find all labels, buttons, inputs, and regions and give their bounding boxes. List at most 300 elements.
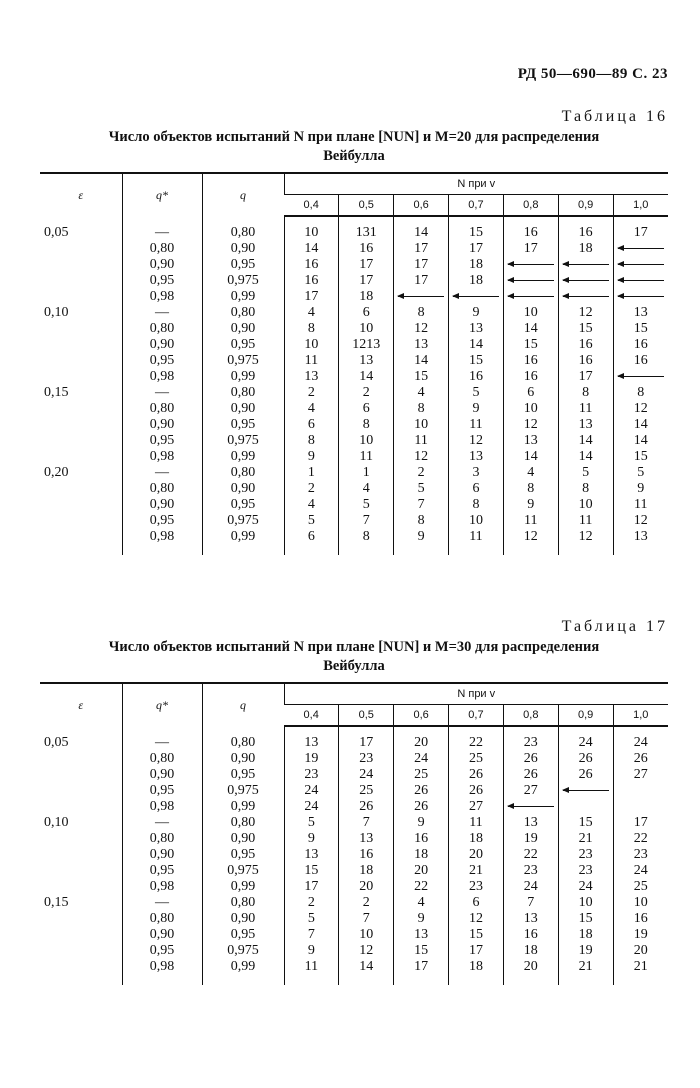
epsilon-cell: 0,10 — [44, 305, 69, 320]
epsilon-cell — [40, 417, 122, 433]
n-value-cell: 20 — [394, 726, 449, 751]
q-cell: 0,80 — [202, 895, 284, 911]
n-value-cell: 26 — [449, 767, 504, 783]
n-value-cell: 15 — [284, 863, 339, 879]
n-value-cell: 24 — [613, 726, 668, 751]
q-cell: 0,975 — [202, 783, 284, 799]
q-star-cell: 0,98 — [122, 799, 202, 815]
n-value-cell: 12 — [558, 305, 613, 321]
q-cell: 0,90 — [202, 911, 284, 927]
q-cell: 0,95 — [202, 497, 284, 513]
q-cell: 0,95 — [202, 417, 284, 433]
table-row — [40, 241, 668, 257]
spacer-cell — [558, 975, 613, 985]
n-value-cell: 17 — [449, 241, 504, 257]
arrow-left-icon — [563, 280, 609, 281]
spacer-cell — [394, 975, 449, 985]
arrow-left-icon — [613, 289, 668, 305]
arrow-left-icon — [618, 248, 664, 249]
epsilon-cell — [40, 433, 122, 449]
table-row — [40, 417, 668, 433]
n-value-cell: 17 — [284, 289, 339, 305]
q-cell: 0,99 — [202, 369, 284, 385]
spacer-cell — [449, 975, 504, 985]
n-value-cell: 8 — [394, 513, 449, 529]
n-value-cell: 14 — [339, 369, 394, 385]
table-row — [40, 767, 668, 783]
q-star-cell: 0,98 — [122, 289, 202, 305]
q-cell: 0,90 — [202, 751, 284, 767]
n-value-cell: 16 — [613, 337, 668, 353]
n-value-cell: 26 — [503, 751, 558, 767]
epsilon-cell — [40, 321, 122, 337]
epsilon-cell — [40, 847, 122, 863]
header-v-value: 0,8 — [503, 705, 558, 727]
n-value-cell: 9 — [394, 529, 449, 545]
table-row — [40, 497, 668, 513]
spacer-cell — [122, 975, 202, 985]
n-value-cell: 20 — [613, 943, 668, 959]
n-value-cell: 9 — [449, 305, 504, 321]
n-value-cell: 11 — [503, 513, 558, 529]
n-value-cell: 16 — [284, 273, 339, 289]
header-epsilon: ε — [40, 173, 122, 216]
n-value-cell: 21 — [558, 831, 613, 847]
n-value-cell: 7 — [284, 927, 339, 943]
n-value-cell: 11 — [284, 353, 339, 369]
header-v-value: 0,5 — [339, 195, 394, 217]
epsilon-cell — [40, 513, 122, 529]
epsilon-cell — [40, 831, 122, 847]
n-value-cell: 2 — [339, 895, 394, 911]
q-cell: 0,95 — [202, 847, 284, 863]
table-title-2: Вейбулла — [323, 148, 385, 164]
n-value-cell: 17 — [503, 241, 558, 257]
n-value-cell: 7 — [339, 911, 394, 927]
spacer-cell — [503, 975, 558, 985]
q-star-cell: 0,80 — [122, 241, 202, 257]
table-row — [40, 257, 668, 273]
n-value-cell: 8 — [284, 433, 339, 449]
q-star-cell: 0,80 — [122, 321, 202, 337]
arrow-left-icon — [618, 280, 664, 281]
n-value-cell: 15 — [503, 337, 558, 353]
n-value-cell: 10 — [339, 321, 394, 337]
q-star-cell: 0,98 — [122, 449, 202, 465]
n-value-cell: 25 — [613, 879, 668, 895]
n-value-cell: 7 — [394, 497, 449, 513]
n-value-cell: 17 — [339, 726, 394, 751]
q-star-cell: 0,90 — [122, 497, 202, 513]
q-star-cell: 0,95 — [122, 943, 202, 959]
n-value-cell: 23 — [558, 847, 613, 863]
n-value-cell: 18 — [558, 927, 613, 943]
q-star-cell: 0,98 — [122, 959, 202, 975]
q-cell: 0,80 — [202, 305, 284, 321]
header-v-value: 0,6 — [394, 195, 449, 217]
n-value-cell: 13 — [449, 449, 504, 465]
n-value-cell: 13 — [339, 353, 394, 369]
n-value-cell: 17 — [339, 257, 394, 273]
n-value-cell: 8 — [558, 481, 613, 497]
arrow-left-icon — [563, 264, 609, 265]
header-q: q — [202, 683, 284, 726]
n-value-cell: 13 — [503, 911, 558, 927]
n-value-cell: 12 — [339, 943, 394, 959]
n-value-cell: 10 — [339, 927, 394, 943]
n-value-cell: 11 — [449, 815, 504, 831]
q-cell: 0,95 — [202, 257, 284, 273]
spacer-cell — [40, 545, 122, 555]
q-star-cell: 0,95 — [122, 433, 202, 449]
n-value-cell: 14 — [339, 959, 394, 975]
arrow-left-icon — [508, 296, 554, 297]
q-cell: 0,99 — [202, 289, 284, 305]
n-value-cell: 12 — [503, 417, 558, 433]
spacer-cell — [339, 975, 394, 985]
arrow-left-icon — [503, 257, 558, 273]
n-value-cell: 17 — [394, 959, 449, 975]
n-value-cell: 6 — [284, 529, 339, 545]
epsilon-cell: 0,20 — [44, 465, 69, 480]
n-value-cell: 15 — [449, 927, 504, 943]
n-value-cell: 13 — [449, 321, 504, 337]
q-cell: 0,975 — [202, 433, 284, 449]
table-row — [40, 863, 668, 879]
arrow-left-icon — [613, 241, 668, 257]
arrow-left-icon — [453, 296, 499, 297]
n-value-cell: 19 — [284, 751, 339, 767]
epsilon-cell — [40, 529, 122, 545]
epsilon-cell — [40, 943, 122, 959]
epsilon-cell: 0,05 — [44, 224, 69, 240]
n-value-cell: 16 — [339, 847, 394, 863]
spacer-cell — [558, 545, 613, 555]
n-value-cell: 16 — [613, 911, 668, 927]
q-star-cell: 0,95 — [122, 273, 202, 289]
arrow-left-icon — [558, 783, 613, 799]
table-row — [40, 337, 668, 353]
q-cell: 0,975 — [202, 863, 284, 879]
q-star-cell: — — [122, 726, 202, 751]
n-value-cell: 9 — [449, 401, 504, 417]
table-row — [40, 385, 668, 401]
n-value-cell: 13 — [503, 815, 558, 831]
n-value-cell: 5 — [613, 465, 668, 481]
n-value-cell: 15 — [449, 353, 504, 369]
n-value-cell: 27 — [449, 799, 504, 815]
n-value-cell: 18 — [449, 273, 504, 289]
table-row — [40, 815, 668, 831]
n-value-cell: 25 — [449, 751, 504, 767]
epsilon-cell — [40, 289, 122, 305]
n-value-cell: 25 — [339, 783, 394, 799]
n-value-cell: 17 — [394, 273, 449, 289]
q-cell: 0,975 — [202, 353, 284, 369]
n-value-cell: 9 — [394, 911, 449, 927]
table-title: Число объектов испытаний N при плане [NUN] и M=20 для распределения — [108, 129, 600, 145]
arrow-left-icon — [503, 273, 558, 289]
n-value-cell: 14 — [449, 337, 504, 353]
n-value-cell: 6 — [449, 481, 504, 497]
spacer-cell — [394, 545, 449, 555]
n-value-cell: 14 — [394, 216, 449, 241]
arrow-left-icon — [558, 289, 613, 305]
q-cell: 0,95 — [202, 927, 284, 943]
table-17-block — [40, 618, 668, 985]
table-row — [40, 305, 668, 321]
table-row — [40, 927, 668, 943]
q-cell: 0,80 — [202, 815, 284, 831]
header-n-pri-v: N при v — [284, 683, 668, 705]
n-value-cell: 17 — [394, 257, 449, 273]
n-value-cell: 8 — [558, 385, 613, 401]
n-value-cell: 10 — [284, 337, 339, 353]
q-star-cell: — — [122, 815, 202, 831]
n-value-cell: 18 — [558, 241, 613, 257]
weibull-table-m30 — [40, 682, 668, 985]
q-star-cell: — — [122, 385, 202, 401]
n-value-cell: 17 — [613, 216, 668, 241]
n-value-cell — [613, 783, 668, 799]
n-value-cell: 15 — [613, 321, 668, 337]
n-value-cell: 24 — [503, 879, 558, 895]
table-label: Таблица 16 — [561, 108, 668, 125]
n-value-cell: 11 — [558, 401, 613, 417]
n-value-cell: 13 — [394, 927, 449, 943]
epsilon-cell — [40, 241, 122, 257]
spacer-cell — [40, 975, 122, 985]
n-value-cell: 22 — [613, 831, 668, 847]
n-value-cell: 6 — [449, 895, 504, 911]
q-cell: 0,95 — [202, 767, 284, 783]
n-value-cell: 24 — [613, 863, 668, 879]
n-value-cell: 4 — [284, 497, 339, 513]
n-value-cell: 23 — [449, 879, 504, 895]
n-value-cell: 24 — [284, 783, 339, 799]
n-value-cell: 23 — [503, 726, 558, 751]
n-value-cell: 9 — [503, 497, 558, 513]
epsilon-cell — [40, 481, 122, 497]
header-v-value: 0,4 — [284, 195, 339, 217]
q-star-cell: 0,90 — [122, 767, 202, 783]
n-value-cell: 6 — [503, 385, 558, 401]
q-cell: 0,99 — [202, 959, 284, 975]
n-value-cell: 24 — [339, 767, 394, 783]
q-star-cell: 0,95 — [122, 783, 202, 799]
n-value-cell: 17 — [449, 943, 504, 959]
table-row — [40, 433, 668, 449]
n-value-cell: 14 — [284, 241, 339, 257]
n-value-cell: 4 — [284, 305, 339, 321]
header-v-value: 0,6 — [394, 705, 449, 727]
n-value-cell: 13 — [503, 433, 558, 449]
n-value-cell: 22 — [394, 879, 449, 895]
n-value-cell: 7 — [339, 815, 394, 831]
q-cell: 0,90 — [202, 401, 284, 417]
n-value-cell: 7 — [503, 895, 558, 911]
spacer-cell — [284, 545, 339, 555]
epsilon-cell — [40, 497, 122, 513]
n-value-cell: 10 — [339, 433, 394, 449]
n-value-cell: 15 — [449, 216, 504, 241]
spacer-cell — [449, 545, 504, 555]
n-value-cell: 24 — [558, 879, 613, 895]
n-value-cell: 12 — [613, 513, 668, 529]
table-row — [40, 799, 668, 815]
n-value-cell: 6 — [284, 417, 339, 433]
n-value-cell: 11 — [449, 529, 504, 545]
n-value-cell: 8 — [339, 417, 394, 433]
table-row — [40, 783, 668, 799]
table-row — [40, 879, 668, 895]
table-title: Число объектов испытаний N при плане [NUN] и M=30 для распределения — [108, 639, 600, 655]
n-value-cell: 1 — [284, 465, 339, 481]
epsilon-cell — [40, 337, 122, 353]
q-star-cell: 0,95 — [122, 513, 202, 529]
arrow-left-icon — [508, 264, 554, 265]
n-value-cell: 4 — [394, 895, 449, 911]
n-value-cell: 18 — [339, 863, 394, 879]
n-value-cell: 4 — [284, 401, 339, 417]
n-value-cell: 21 — [558, 959, 613, 975]
table-row — [40, 465, 668, 481]
arrow-left-icon — [508, 280, 554, 281]
n-value-cell: 13 — [613, 305, 668, 321]
n-value-cell: 11 — [613, 497, 668, 513]
n-value-cell: 2 — [284, 895, 339, 911]
q-star-cell: 0,90 — [122, 257, 202, 273]
epsilon-cell — [40, 751, 122, 767]
table-row — [40, 943, 668, 959]
arrow-left-icon — [394, 289, 449, 305]
q-star-cell: — — [122, 895, 202, 911]
n-value-cell: 14 — [503, 449, 558, 465]
n-value-cell: 12 — [449, 433, 504, 449]
q-cell: 0,80 — [202, 726, 284, 751]
arrow-left-icon — [613, 369, 668, 385]
arrow-left-icon — [618, 376, 664, 377]
n-value-cell: 14 — [558, 433, 613, 449]
n-value-cell: 14 — [503, 321, 558, 337]
n-value-cell: 16 — [503, 216, 558, 241]
n-value-cell: 22 — [449, 726, 504, 751]
q-cell: 0,95 — [202, 337, 284, 353]
header-epsilon: ε — [40, 683, 122, 726]
epsilon-cell — [40, 257, 122, 273]
n-value-cell: 15 — [558, 911, 613, 927]
table-16-block — [40, 108, 668, 555]
n-value-cell: 16 — [613, 353, 668, 369]
q-star-cell: 0,90 — [122, 847, 202, 863]
n-value-cell: 18 — [394, 847, 449, 863]
n-value-cell: 9 — [394, 815, 449, 831]
n-value-cell: 18 — [449, 257, 504, 273]
arrow-left-icon — [508, 806, 554, 807]
table-row — [40, 449, 668, 465]
arrow-left-icon — [558, 273, 613, 289]
epsilon-cell: 0,05 — [44, 734, 69, 750]
table-row — [40, 726, 668, 751]
arrow-left-icon — [398, 296, 444, 297]
n-value-cell: 26 — [613, 751, 668, 767]
n-value-cell: 5 — [449, 385, 504, 401]
arrow-left-icon — [563, 296, 609, 297]
n-value-cell: 10 — [558, 497, 613, 513]
arrow-left-icon — [613, 257, 668, 273]
q-cell: 0,99 — [202, 449, 284, 465]
n-value-cell: 15 — [558, 321, 613, 337]
n-value-cell: 16 — [339, 241, 394, 257]
n-value-cell: 14 — [558, 449, 613, 465]
q-cell: 0,90 — [202, 481, 284, 497]
n-value-cell: 10 — [284, 216, 339, 241]
n-value-cell: 2 — [339, 385, 394, 401]
q-cell: 0,80 — [202, 465, 284, 481]
n-value-cell: 26 — [558, 751, 613, 767]
spacer-cell — [613, 545, 668, 555]
n-value-cell: 8 — [394, 401, 449, 417]
n-value-cell: 2 — [284, 385, 339, 401]
n-value-cell: 20 — [449, 847, 504, 863]
n-value-cell: 20 — [394, 863, 449, 879]
n-value-cell: 10 — [394, 417, 449, 433]
n-value-cell: 8 — [394, 305, 449, 321]
table-row — [40, 831, 668, 847]
n-value-cell: 5 — [284, 815, 339, 831]
n-value-cell: 4 — [339, 481, 394, 497]
n-value-cell: 16 — [284, 257, 339, 273]
n-value-cell: 21 — [449, 863, 504, 879]
q-cell: 0,80 — [202, 216, 284, 241]
n-value-cell: 18 — [449, 831, 504, 847]
spacer-cell — [202, 975, 284, 985]
n-value-cell: 131 — [339, 216, 394, 241]
q-star-cell: — — [122, 305, 202, 321]
n-value-cell: 23 — [284, 767, 339, 783]
q-cell: 0,99 — [202, 529, 284, 545]
n-value-cell: 18 — [339, 289, 394, 305]
arrow-left-icon — [449, 289, 504, 305]
n-value-cell: 17 — [558, 369, 613, 385]
n-value-cell: 11 — [394, 433, 449, 449]
n-value-cell: 13 — [284, 726, 339, 751]
n-value-cell: 23 — [613, 847, 668, 863]
q-star-cell: 0,95 — [122, 353, 202, 369]
n-value-cell: 11 — [339, 449, 394, 465]
q-cell: 0,99 — [202, 879, 284, 895]
n-value-cell: 26 — [394, 783, 449, 799]
spacer-cell — [284, 975, 339, 985]
table-row — [40, 751, 668, 767]
table-row — [40, 847, 668, 863]
n-value-cell: 8 — [339, 529, 394, 545]
n-value-cell: 16 — [503, 369, 558, 385]
n-value-cell: 9 — [284, 831, 339, 847]
epsilon-cell — [40, 911, 122, 927]
n-value-cell: 5 — [339, 497, 394, 513]
n-value-cell: 10 — [503, 305, 558, 321]
epsilon-cell — [40, 783, 122, 799]
n-value-cell: 26 — [339, 799, 394, 815]
header-v-value: 0,9 — [558, 195, 613, 217]
header-v-value: 0,7 — [449, 195, 504, 217]
n-value-cell: 12 — [394, 321, 449, 337]
epsilon-cell — [40, 959, 122, 975]
table-end-spacer — [40, 975, 668, 985]
q-star-cell: 0,80 — [122, 481, 202, 497]
n-value-cell: 24 — [284, 799, 339, 815]
